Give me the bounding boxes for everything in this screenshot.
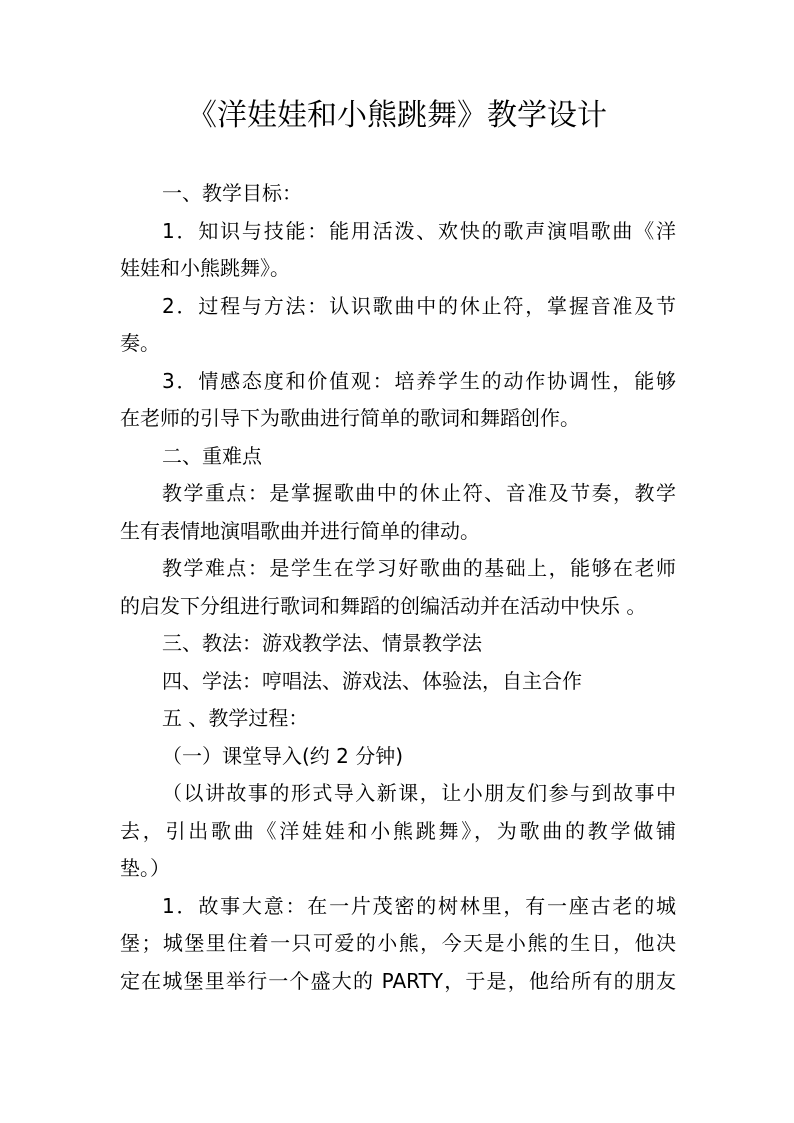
paragraph-line: 娃娃和小熊跳舞》。 (120, 256, 290, 280)
paragraph-line: 奏。 (120, 331, 160, 355)
paragraph-line: 3．情感态度和价值观：培养学生的动作协调性，能够 (162, 368, 676, 393)
paragraph-line: 2．过程与方法：认识歌曲中的休止符，掌握音准及节 (162, 293, 676, 318)
paragraph-line: 垫。） (120, 856, 170, 880)
document-body (120, 175, 676, 1000)
section-heading-teaching-methods: 三、教法：游戏教学法、情景教学法 (162, 631, 482, 655)
section-heading-learning-methods: 四、学法：哼唱法、游戏法、体验法，自主合作 (162, 668, 582, 693)
paragraph-line: 1．知识与技能：能用活泼、欢快的歌声演唱歌曲《洋 (162, 218, 676, 243)
paragraph-line: 生有表情地演唱歌曲并进行简单的律动。 (120, 518, 480, 543)
section-heading-process: 五 、教学过程： (162, 706, 309, 730)
paragraph-line: 的启发下分组进行歌词和舞蹈的创编活动并在活动中快乐 。 (120, 593, 647, 618)
paragraph-line: 定在城堡里举行一个盛大的 PARTY，于是，他给所有的朋友 (120, 968, 676, 993)
paragraph-line: 在老师的引导下为歌曲进行简单的歌词和舞蹈创作。 (120, 406, 580, 430)
paragraph-line: 堡；城堡里住着一只可爱的小熊，今天是小熊的生日，他决 (120, 931, 676, 955)
paragraph-line: （以讲故事的形式导入新课，让小朋友们参与到故事中 (162, 781, 676, 805)
paragraph-line: 去，引出歌曲《洋娃娃和小熊跳舞》，为歌曲的教学做铺 (120, 818, 676, 843)
subsection-heading-intro: （一）课堂导入(约 2 分钟) (162, 743, 404, 768)
section-heading-objectives: 一、教学目标： (162, 181, 302, 205)
document-title: 《洋娃娃和小熊跳舞》教学设计 (187, 98, 607, 133)
paragraph-line: 教学难点：是学生在学习好歌曲的基础上，能够在老师 (162, 556, 676, 580)
paragraph-line: 教学重点：是掌握歌曲中的休止符、音准及节奏，教学 (162, 481, 676, 505)
paragraph-line: 1．故事大意：在一片茂密的树林里，有一座古老的城 (162, 893, 676, 918)
section-heading-key-points: 二、重难点 (162, 443, 262, 468)
